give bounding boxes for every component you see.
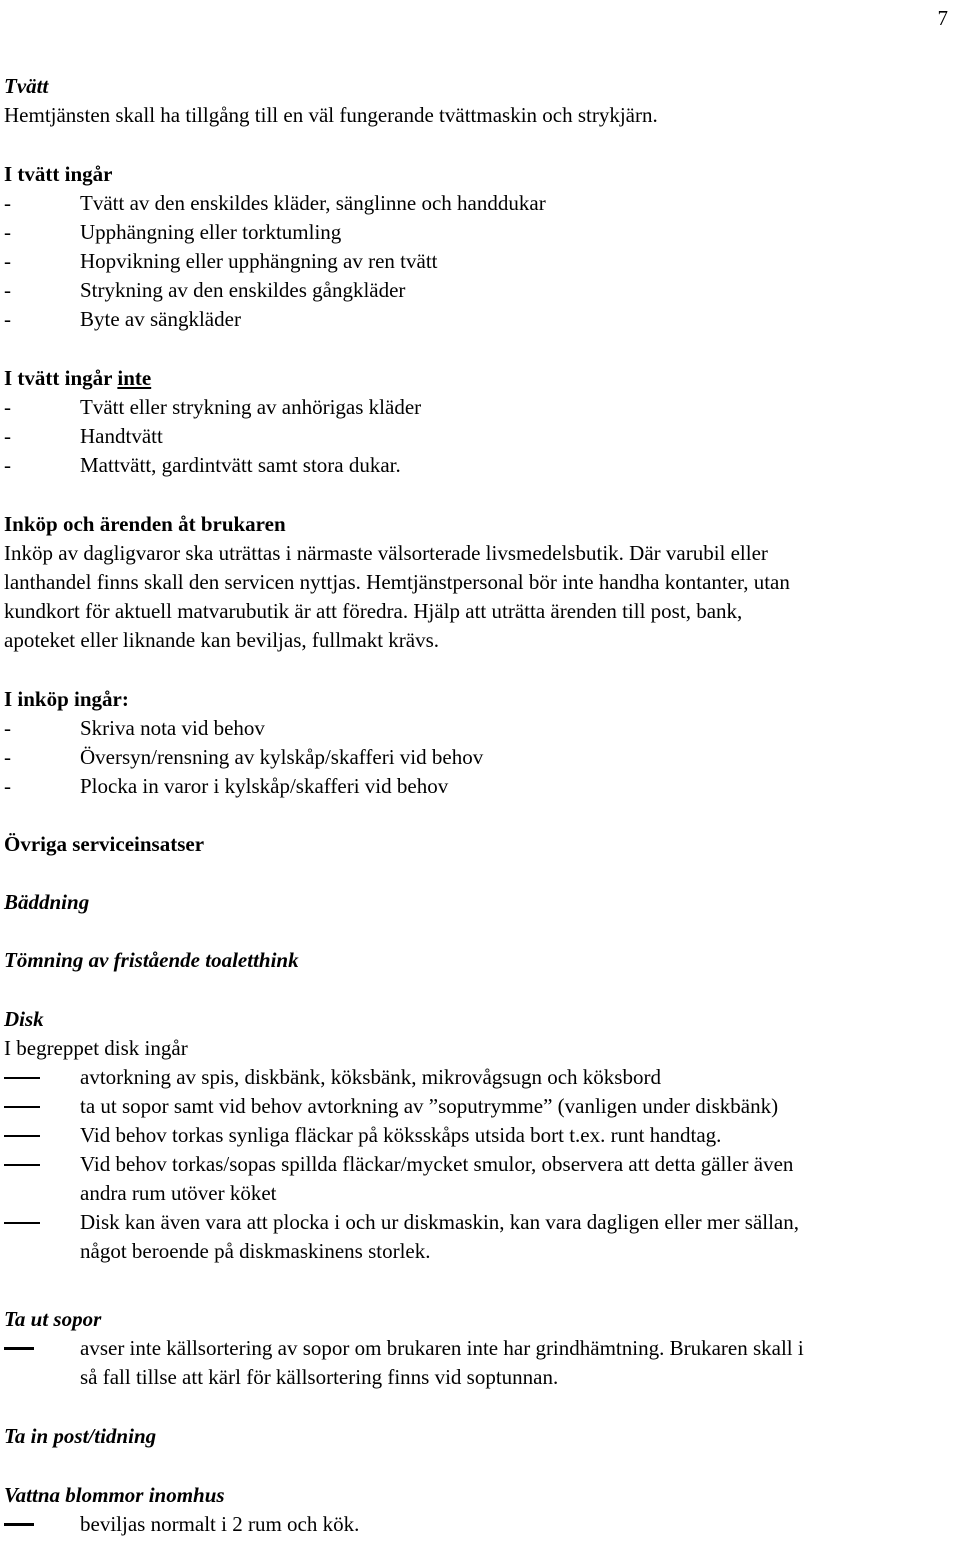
list-item: - Upphängning eller torktumling: [4, 218, 954, 247]
dash-bullet: [4, 1164, 40, 1166]
list-item: ta ut sopor samt vid behov avtorkning av ”soputrymme” (vanligen under diskbänk): [4, 1092, 954, 1121]
dash-bullet: -: [4, 745, 11, 769]
list-item: - Plocka in varor i kylskåp/skafferi vid behov: [4, 772, 954, 801]
heading-inkop-included: I inköp ingår:: [4, 687, 129, 711]
list-item: avtorkning av spis, diskbänk, köksbänk, mikrovågsugn och köksbord: [4, 1063, 954, 1092]
dash-bullet: -: [4, 191, 11, 215]
section-inkop: [4, 510, 954, 655]
dash-bullet: [4, 1222, 40, 1224]
list-item: Vid behov torkas/sopas spillda fläckar/mycket smulor, observera att detta gäller även andra rum utöver köket: [4, 1150, 954, 1208]
list-item: - Översyn/rensning av kylskåp/skafferi vid behov: [4, 743, 954, 772]
dash-bullet: -: [4, 395, 11, 419]
tvatt-intro: Hemtjänsten skall ha tillgång till en väl fungerande tvättmaskin och strykjärn.: [4, 103, 658, 127]
list-item: - Byte av sängkläder: [4, 305, 954, 334]
dash-bullet: -: [4, 220, 11, 244]
list-item: - Skriva nota vid behov: [4, 714, 954, 743]
dash-bullet: -: [4, 716, 11, 740]
dash-bullet: -: [4, 249, 11, 273]
heading-tomning: Tömning av fristående toaletthink: [4, 948, 299, 972]
list-tvatt-excluded: [4, 364, 954, 480]
dash-bullet: -: [4, 278, 11, 302]
list-inkop-included: [4, 685, 954, 801]
list-item: - Mattvätt, gardintvätt samt stora dukar.: [4, 451, 954, 480]
inkop-line: apoteket eller liknande kan beviljas, fullmakt krävs.: [4, 628, 440, 652]
heading-tvatt-included: I tvätt ingår: [4, 162, 113, 186]
dash-bullet: -: [4, 424, 11, 448]
heading-baddning: Bäddning: [4, 890, 90, 914]
heading-tvatt-excluded: I tvätt ingår inte: [4, 366, 152, 390]
heading-tvatt: Tvätt: [4, 74, 49, 98]
dash-bullet: -: [4, 453, 11, 477]
heading-post: Ta in post/tidning: [4, 1424, 157, 1448]
heading-blommor: Vattna blommor inomhus: [4, 1483, 225, 1507]
dash-bullet: [4, 1077, 40, 1079]
dash-bullet: [4, 1106, 40, 1108]
list-item: avser inte källsortering av sopor om brukaren inte har grindhämtning. Brukaren skall i så fall tillse att kärl för källsortering finns vid soptunnan.: [4, 1334, 954, 1392]
list-item: - Hopvikning eller upphängning av ren tvätt: [4, 247, 954, 276]
inkop-line: lanthandel finns skall den servicen nyttjas. Hemtjänstpersonal bör inte handha kontanter, utan: [4, 570, 790, 594]
heading-inkop: Inköp och ärenden åt brukaren: [4, 512, 286, 536]
list-item: beviljas normalt i 2 rum och kök.: [4, 1510, 954, 1539]
dash-bullet: [4, 1523, 34, 1526]
inkop-line: kundkort för aktuell matvarubutik är att föredra. Hjälp att uträtta ärenden till post, bank,: [4, 599, 743, 623]
list-item: - Strykning av den enskildes gångkläder: [4, 276, 954, 305]
page-number: 7: [937, 6, 948, 30]
heading-disk: Disk: [4, 1007, 44, 1031]
heading-ovriga: Övriga serviceinsatser: [4, 832, 205, 856]
section-blommor: [4, 1481, 954, 1539]
dash-bullet: -: [4, 307, 11, 331]
dash-bullet: [4, 1347, 34, 1350]
list-item: - Handtvätt: [4, 422, 954, 451]
dash-bullet: [4, 1135, 40, 1137]
list-item: Vid behov torkas synliga fläckar på köksskåps utsida bort t.ex. runt handtag.: [4, 1121, 954, 1150]
dash-bullet: -: [4, 774, 11, 798]
list-item: Disk kan även vara att plocka i och ur diskmaskin, kan vara dagligen eller mer sällan, något beroende på diskmaskinens storlek.: [4, 1208, 954, 1266]
list-item: - Tvätt eller strykning av anhörigas kläder: [4, 393, 954, 422]
section-disk: [4, 1005, 954, 1266]
list-tvatt-included: [4, 160, 954, 334]
disk-intro: I begreppet disk ingår: [4, 1036, 188, 1060]
heading-sopor: Ta ut sopor: [4, 1307, 102, 1331]
section-tvatt: [4, 72, 954, 130]
section-sopor: [4, 1305, 954, 1392]
inkop-line: Inköp av dagligvaror ska uträttas i närmaste välsorterade livsmedelsbutik. Där varubil eller: [4, 541, 768, 565]
list-item: - Tvätt av den enskildes kläder, sänglinne och handdukar: [4, 189, 954, 218]
